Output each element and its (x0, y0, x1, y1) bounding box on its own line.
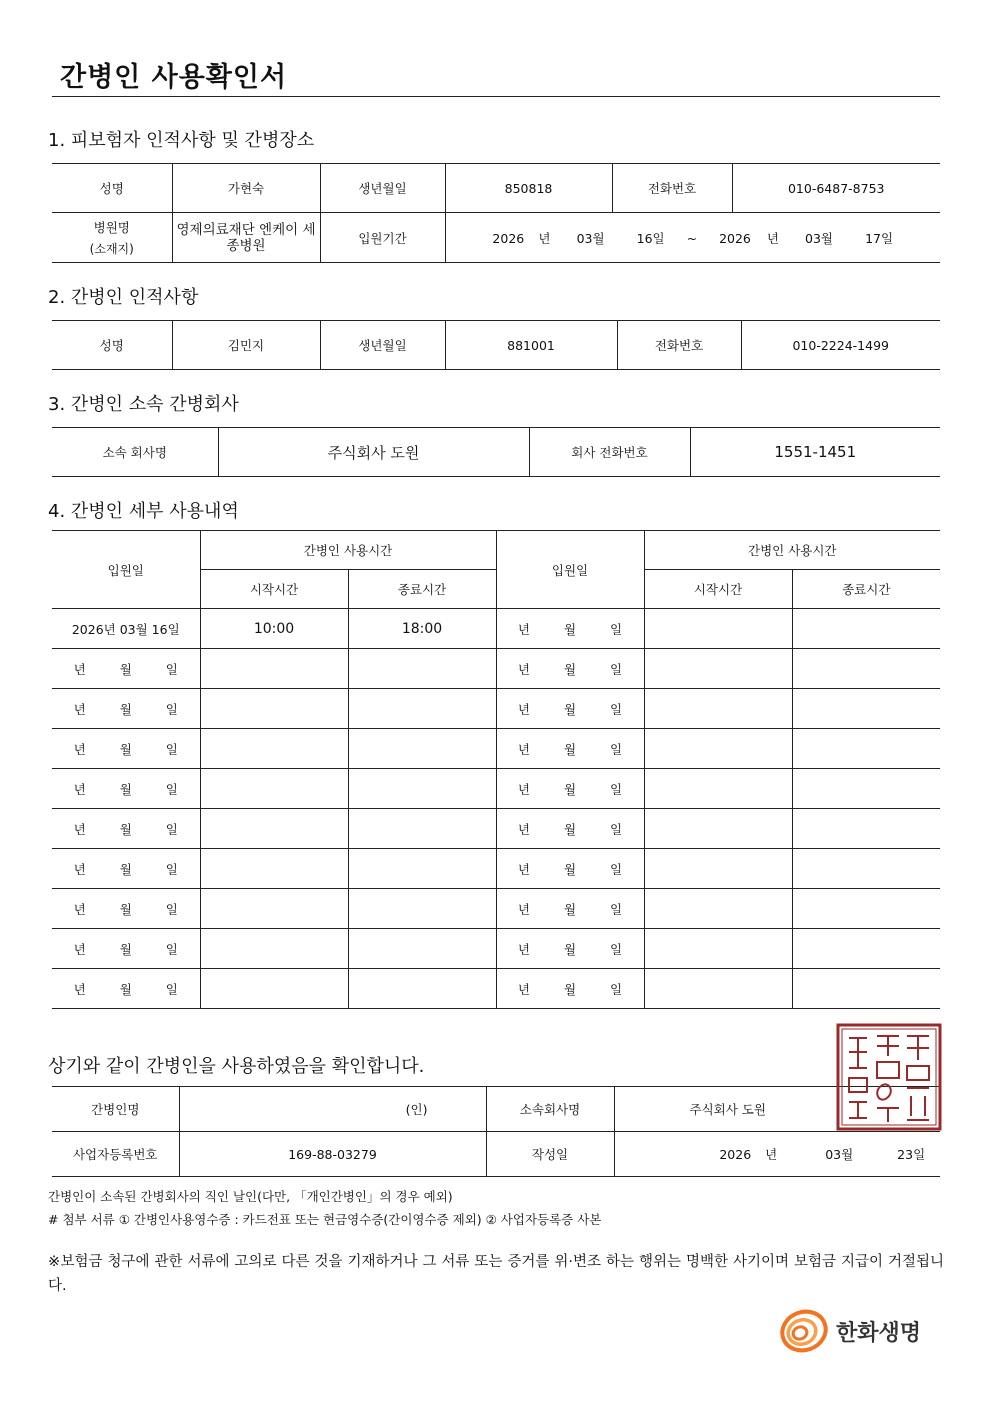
usage-date-cell: 년 월 일 (52, 849, 200, 889)
start-header-right: 시작시간 (644, 570, 792, 609)
usage-end-cell (348, 729, 496, 769)
insured-birth-label: 생년월일 (320, 164, 445, 213)
usage-end-cell (792, 689, 940, 729)
insured-name-label: 성명 (52, 164, 172, 213)
usage-start-cell (200, 649, 348, 689)
usage-date-cell: 년 월 일 (496, 769, 644, 809)
company-name-label: 소속 회사명 (52, 428, 218, 477)
table-row (52, 649, 940, 689)
usage-start-cell (200, 889, 348, 929)
table-row (52, 849, 940, 889)
usage-end-cell (348, 649, 496, 689)
hospital-label: 병원명 (93, 220, 130, 235)
usage-date-cell: 년 월 일 (52, 689, 200, 729)
bizno: 169-88-03279 (179, 1132, 486, 1177)
table-row (52, 969, 940, 1009)
table-row (52, 729, 940, 769)
usage-date-cell: 년 월 일 (52, 729, 200, 769)
usage-date-cell: 년 월 일 (496, 609, 644, 649)
admit-date-header-left: 입원일 (52, 531, 200, 609)
usage-date-cell: 년 월 일 (496, 929, 644, 969)
insured-phone: 010-6487-8753 (732, 164, 940, 213)
usage-start-cell (644, 889, 792, 929)
caregiver-birth: 881001 (445, 321, 617, 370)
usage-start-cell (644, 729, 792, 769)
table-row (52, 609, 940, 649)
brand-name: 한화생명 (836, 1320, 922, 1346)
usage-start-cell (200, 689, 348, 729)
bizno-label: 사업자등록번호 (52, 1132, 179, 1177)
caregiver-table (52, 320, 940, 370)
usage-date-cell: 년 월 일 (496, 689, 644, 729)
seal-note: 간병인이 소속된 간병회사의 직인 날인(다만, 「개인간병인」의 경우 예외) (48, 1189, 453, 1204)
company-phone-label: 회사 전화번호 (529, 428, 690, 477)
usage-start-cell (200, 769, 348, 809)
usage-end-cell (348, 769, 496, 809)
table-row (52, 689, 940, 729)
usage-date-cell: 년 월 일 (52, 769, 200, 809)
caregiver-phone: 010-2224-1499 (741, 321, 940, 370)
insured-birth: 850818 (445, 164, 612, 213)
hanwha-life-logo (778, 1308, 921, 1354)
hanwha-logo-icon (778, 1308, 830, 1354)
fraud-warning: ※보험금 청구에 관한 서류에 고의로 다른 것을 기재하거나 그 서류 또는 증거를 위·변조 하는 행위는 명백한 사기이며 보험금 지급이 거절됩니다. (48, 1254, 944, 1294)
table-row (52, 769, 940, 809)
end-header-right: 종료시간 (792, 570, 940, 609)
signature-table (52, 1086, 940, 1177)
document-title: 간병인 사용확인서 (60, 62, 288, 93)
insured-table (52, 163, 940, 263)
usage-date-cell: 년 월 일 (52, 929, 200, 969)
usage-start-cell (644, 849, 792, 889)
usage-start-cell (644, 649, 792, 689)
usage-end-cell (348, 929, 496, 969)
usage-end-cell (348, 849, 496, 889)
caregiver-name-label: 성명 (52, 321, 172, 370)
title-divider (52, 96, 940, 97)
admit-date-header-right: 입원일 (496, 531, 644, 609)
section-3-heading: 3. 간병인 소속 간병회사 (48, 394, 239, 415)
written-date: 2026 년 03월 23일 (614, 1132, 940, 1177)
usage-end-cell (792, 889, 940, 929)
usage-date-cell: 2026년 03월 16일 (52, 609, 200, 649)
company-seal-stamp (835, 1022, 943, 1132)
time-header-left: 간병인 사용시간 (200, 531, 496, 570)
usage-start-cell (200, 729, 348, 769)
usage-start-cell (644, 769, 792, 809)
usage-start-cell: 10:00 (200, 609, 348, 649)
usage-end-cell (792, 929, 940, 969)
section-1-heading: 1. 피보험자 인적사항 및 간병장소 (48, 130, 315, 151)
usage-date-cell: 년 월 일 (52, 969, 200, 1009)
insured-phone-label: 전화번호 (612, 164, 732, 213)
start-header-left: 시작시간 (200, 570, 348, 609)
usage-table (52, 530, 940, 1009)
usage-end-cell (792, 849, 940, 889)
caregiver-seal-mark: (인) (179, 1087, 486, 1132)
hospital-name: 영제의료재단 엔케이 세종병원 (172, 213, 320, 263)
usage-date-cell: 년 월 일 (496, 889, 644, 929)
caregiver-birth-label: 생년월일 (320, 321, 445, 370)
usage-start-cell (644, 809, 792, 849)
usage-start-cell (200, 929, 348, 969)
caregiver-phone-label: 전화번호 (617, 321, 741, 370)
company-name: 주식회사 도원 (218, 428, 529, 477)
usage-end-cell (792, 649, 940, 689)
usage-end-cell (792, 969, 940, 1009)
company-signature-name: 주식회사 도원 (614, 1087, 940, 1132)
section-4-heading: 4. 간병인 세부 사용내역 (48, 501, 239, 522)
hospital-label-cell (52, 213, 172, 263)
period-value: 2026 년 03월 16일 ~ 2026 년 03월 17일 (445, 213, 940, 263)
usage-date-cell: 년 월 일 (496, 649, 644, 689)
caregiver-signature-label: 간병인명 (52, 1087, 179, 1132)
confirmation-text: 상기와 같이 간병인을 사용하였음을 확인합니다. (48, 1056, 425, 1077)
table-row (52, 889, 940, 929)
caregiver-name: 김민지 (172, 321, 320, 370)
usage-date-cell: 년 월 일 (496, 729, 644, 769)
usage-date-cell: 년 월 일 (496, 849, 644, 889)
usage-end-cell: 18:00 (348, 609, 496, 649)
usage-start-cell (200, 849, 348, 889)
usage-date-cell: 년 월 일 (52, 889, 200, 929)
attachments-note: # 첨부 서류 ① 간병인사용영수증 : 카드전표 또는 현금영수증(간이영수증 제외) ② 사업자등록증 사본 (48, 1212, 602, 1227)
usage-start-cell (200, 809, 348, 849)
hospital-label-sub: (소재지) (89, 242, 134, 256)
date-label: 작성일 (486, 1132, 614, 1177)
company-phone: 1551-1451 (690, 428, 940, 477)
usage-end-cell (792, 729, 940, 769)
table-row (52, 929, 940, 969)
usage-end-cell (348, 889, 496, 929)
period-label: 입원기간 (320, 213, 445, 263)
usage-start-cell (644, 609, 792, 649)
usage-start-cell (644, 929, 792, 969)
usage-start-cell (644, 689, 792, 729)
usage-date-cell: 년 월 일 (52, 809, 200, 849)
section-2-heading: 2. 간병인 인적사항 (48, 287, 199, 308)
usage-start-cell (200, 969, 348, 1009)
usage-start-cell (644, 969, 792, 1009)
insured-name: 가현숙 (172, 164, 320, 213)
company-signature-label: 소속회사명 (486, 1087, 614, 1132)
usage-end-cell (348, 969, 496, 1009)
usage-date-cell: 년 월 일 (52, 649, 200, 689)
usage-date-cell: 년 월 일 (496, 969, 644, 1009)
usage-end-cell (792, 809, 940, 849)
end-header-left: 종료시간 (348, 570, 496, 609)
usage-date-cell: 년 월 일 (496, 809, 644, 849)
usage-end-cell (348, 809, 496, 849)
company-table (52, 427, 940, 477)
usage-end-cell (792, 609, 940, 649)
table-row (52, 809, 940, 849)
time-header-right: 간병인 사용시간 (644, 531, 940, 570)
usage-end-cell (348, 689, 496, 729)
usage-end-cell (792, 769, 940, 809)
